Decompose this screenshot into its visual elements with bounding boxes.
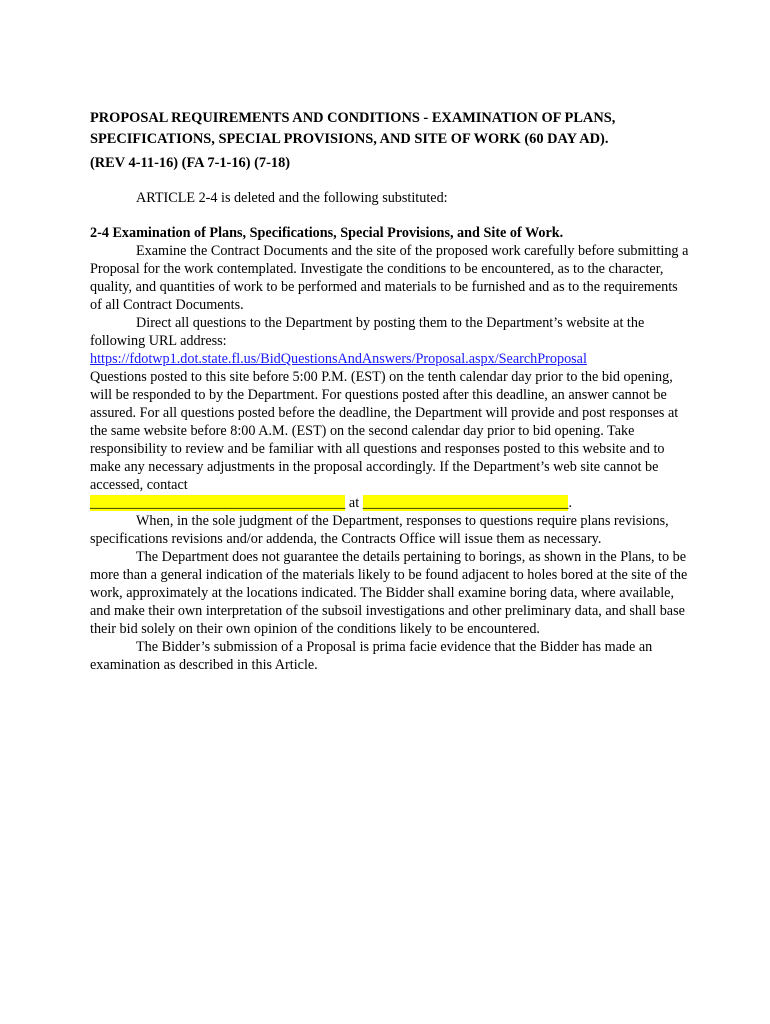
contact-detail-blank[interactable]: _____________________________	[362, 495, 569, 511]
article-statement: ARTICLE 2-4 is deleted and the following substituted:	[136, 190, 448, 206]
document-revision-line: (REV 4-11-16) (FA 7-1-16) (7-18)	[90, 155, 291, 171]
questions-url-link[interactable]: https://fdotwp1.dot.state.fl.us/BidQuestionsAndAnswers/Proposal.aspx/SearchProposal	[90, 351, 587, 367]
paragraph-examine: Examine the Contract Documents and the site of the proposed work carefully before submitting a Proposal for the work contemplated. Investigate the conditions to be encountered, as to the character, quality, and quantities of work to be performed and materials to be furnished and as to the requirements of all Contract Documents.	[90, 243, 689, 313]
contact-period: .	[568, 495, 572, 511]
paragraph-borings: The Department does not guarantee the details pertaining to borings, as shown in the Plans, to be more than a general indication of the materials likely to be found adjacent to holes bored at the site of the work, approximately at the locations indicated. The Bidder shall examine boring data, where available, and make their own interpretation of the subsoil investigations and other preliminary data, and shall base their bid solely on their own opinion of the conditions likely to be encountered.	[90, 549, 688, 637]
paragraph-addenda: When, in the sole judgment of the Department, responses to questions require plans revisions, specifications revisions and/or addenda, the Contracts Office will issue them as necessary.	[90, 513, 669, 547]
paragraph-questions-intro: Direct all questions to the Department by posting them to the Department’s website at the following URL address:	[90, 315, 645, 349]
document-title-line-1: PROPOSAL REQUIREMENTS AND CONDITIONS - EXAMINATION OF PLANS,	[90, 110, 616, 126]
contact-name-blank[interactable]: ____________________________________	[90, 495, 346, 511]
section-heading: 2-4 Examination of Plans, Specifications, Special Provisions, and Site of Work.	[90, 225, 564, 241]
contact-blanks-line	[90, 494, 690, 512]
paragraph-questions-body	[90, 368, 690, 494]
questions-url-line	[90, 350, 690, 368]
paragraph-prima-facie: The Bidder’s submission of a Proposal is prima facie evidence that the Bidder has made an examination as described in this Article.	[90, 639, 653, 673]
document-page	[90, 108, 690, 674]
questions-body-text: Questions posted to this site before 5:00 P.M. (EST) on the tenth calendar day prior to the bid opening, will be responded to by the Department. For questions posted after this deadline, an answer cannot be assured. For all questions posted before the deadline, the Department will provide and post responses at the same website before 8:00 A.M. (EST) on the second calendar day prior to bid opening. Take responsibility to review and be familiar with all questions and responses posted to this website and to make any necessary adjustments in the proposal accordingly. If the Department’s web site cannot be accessed, contact	[90, 369, 679, 493]
contact-at-text: at	[345, 495, 363, 511]
document-title-line-2: SPECIFICATIONS, SPECIAL PROVISIONS, AND SITE OF WORK (60 DAY AD).	[90, 131, 609, 147]
